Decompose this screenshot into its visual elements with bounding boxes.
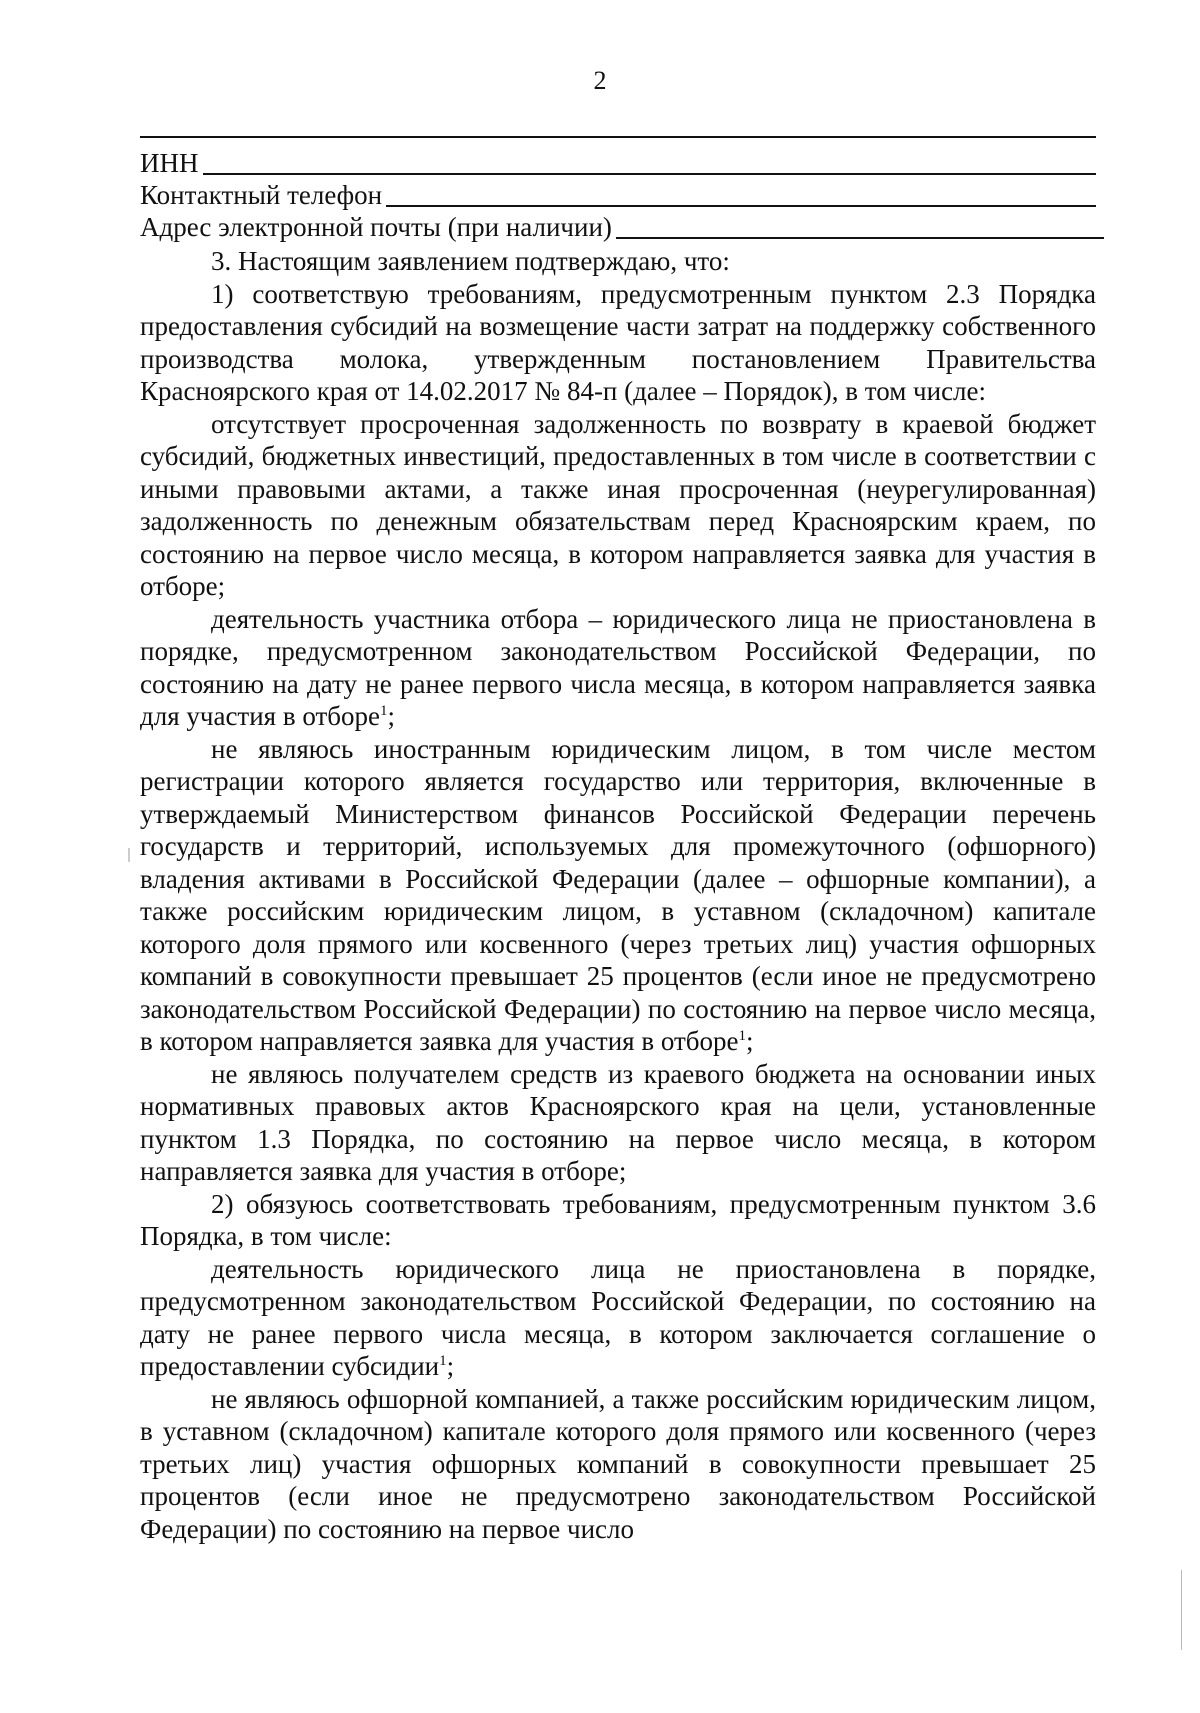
phone-label: Контактный телефон [140,180,383,210]
email-blank-line [616,236,1104,239]
footnote-ref: 1 [439,1353,447,1369]
footnote-ref: 1 [380,703,388,719]
paragraph-not-offshore: не являюсь офшорной компанией, а также российским юридическим лицом, в уставном (складочном) капитале которого доля прямого или косвенного (через третьих лиц) участия офшорных компаний в совокупности превышает 25 процентов (если иное не предусмотрено законодательством Российской Федерации) по состоянию на первое число [140,1383,1096,1544]
contact-fields [140,147,1096,243]
phone-blank-line [386,204,1096,207]
email-label: Адрес электронной почты (при наличии) [140,212,612,242]
paragraph-text: не являюсь иностранным юридическим лицом, в том числе местом регистрации которого является государство или территория, включенные в утверждаемый Министерством финансов Российской Федерации перечень государств и территорий, используемых для промежуточного (офшорного) владения активами в Российской Федерации (далее – офшорные компании), а также российским юридическим лицом, в уставном (складочном) капитале которого доля прямого или косвенного (через третьих лиц) участия офшорных компаний в совокупности превышает 25 процентов (если иное не предусмотрено законодательством Российской Федерации) по состоянию на первое число месяца, в котором направляется заявка для участия в отборе [140,733,1096,1056]
scan-artifact [128,848,130,862]
top-rule [140,136,1096,138]
paragraph-end: ; [387,701,396,731]
paragraph-text: деятельность участника отбора – юридического лица не приостановлена в порядке, предусмотренном законодательством Российской Федерации, по состоянию на дату не ранее первого числа месяца, в котором направляется заявка для участия в отборе [140,603,1096,731]
inn-label: ИНН [140,148,199,178]
paragraph-not-recipient: не являюсь получателем средств из краевого бюджета на основании иных нормативных правовых актов Красноярского края на цели, установленные пунктом 1.3 Порядка, по состоянию на первое число месяца, в котором направляется заявка для участия в отборе; [140,1058,1096,1186]
paragraph-not-suspended [140,603,1096,733]
phone-row [140,179,1096,211]
footnote-ref: 1 [738,1028,746,1044]
paragraph-end: ; [745,1026,754,1056]
paragraph-end: ; [446,1351,455,1381]
paragraph-no-debt: отсутствует просроченная задолженность по возврату в краевой бюджет субсидий, бюджетных инвестиций, предоставленных в том числе в соответствии с иными правовыми актами, а также иная просроченная (неурегулированная) задолженность по денежным обязательствам перед Красноярским краем, по состоянию на первое число месяца, в котором направляется заявка для участия в отборе; [140,408,1096,601]
inn-row [140,147,1096,179]
page-number: 2 [593,66,607,95]
body-text [140,245,1096,1545]
paragraph-text: деятельность юридического лица не приостановлена в порядке, предусмотренном законодательством Российской Федерации, по состоянию на дату не ранее первого числа месяца, в котором заключается соглашение о предоставлении субсидии [140,1253,1096,1381]
paragraph-confirm-intro: 3. Настоящим заявлением подтверждаю, что: [211,246,730,276]
paragraph-item-1: 1) соответствую требованиям, предусмотренным пунктом 2.3 Порядка предоставления субсидий на возмещение части затрат на поддержку собственного производства молока, утвержденным постановлением Правительства Красноярского края от 14.02.2017 № 84-п (далее – Порядок), в том числе: [140,278,1096,406]
paragraph-item-2: 2) обязуюсь соответствовать требованиям, предусмотренным пунктом 3.6 Порядка, в том числе: [140,1188,1096,1251]
email-row [140,211,1096,243]
scan-edge-mark [1181,1570,1182,1650]
paragraph-activity [140,1253,1096,1383]
inn-blank-line [203,172,1097,175]
paragraph-not-foreign [140,733,1096,1058]
